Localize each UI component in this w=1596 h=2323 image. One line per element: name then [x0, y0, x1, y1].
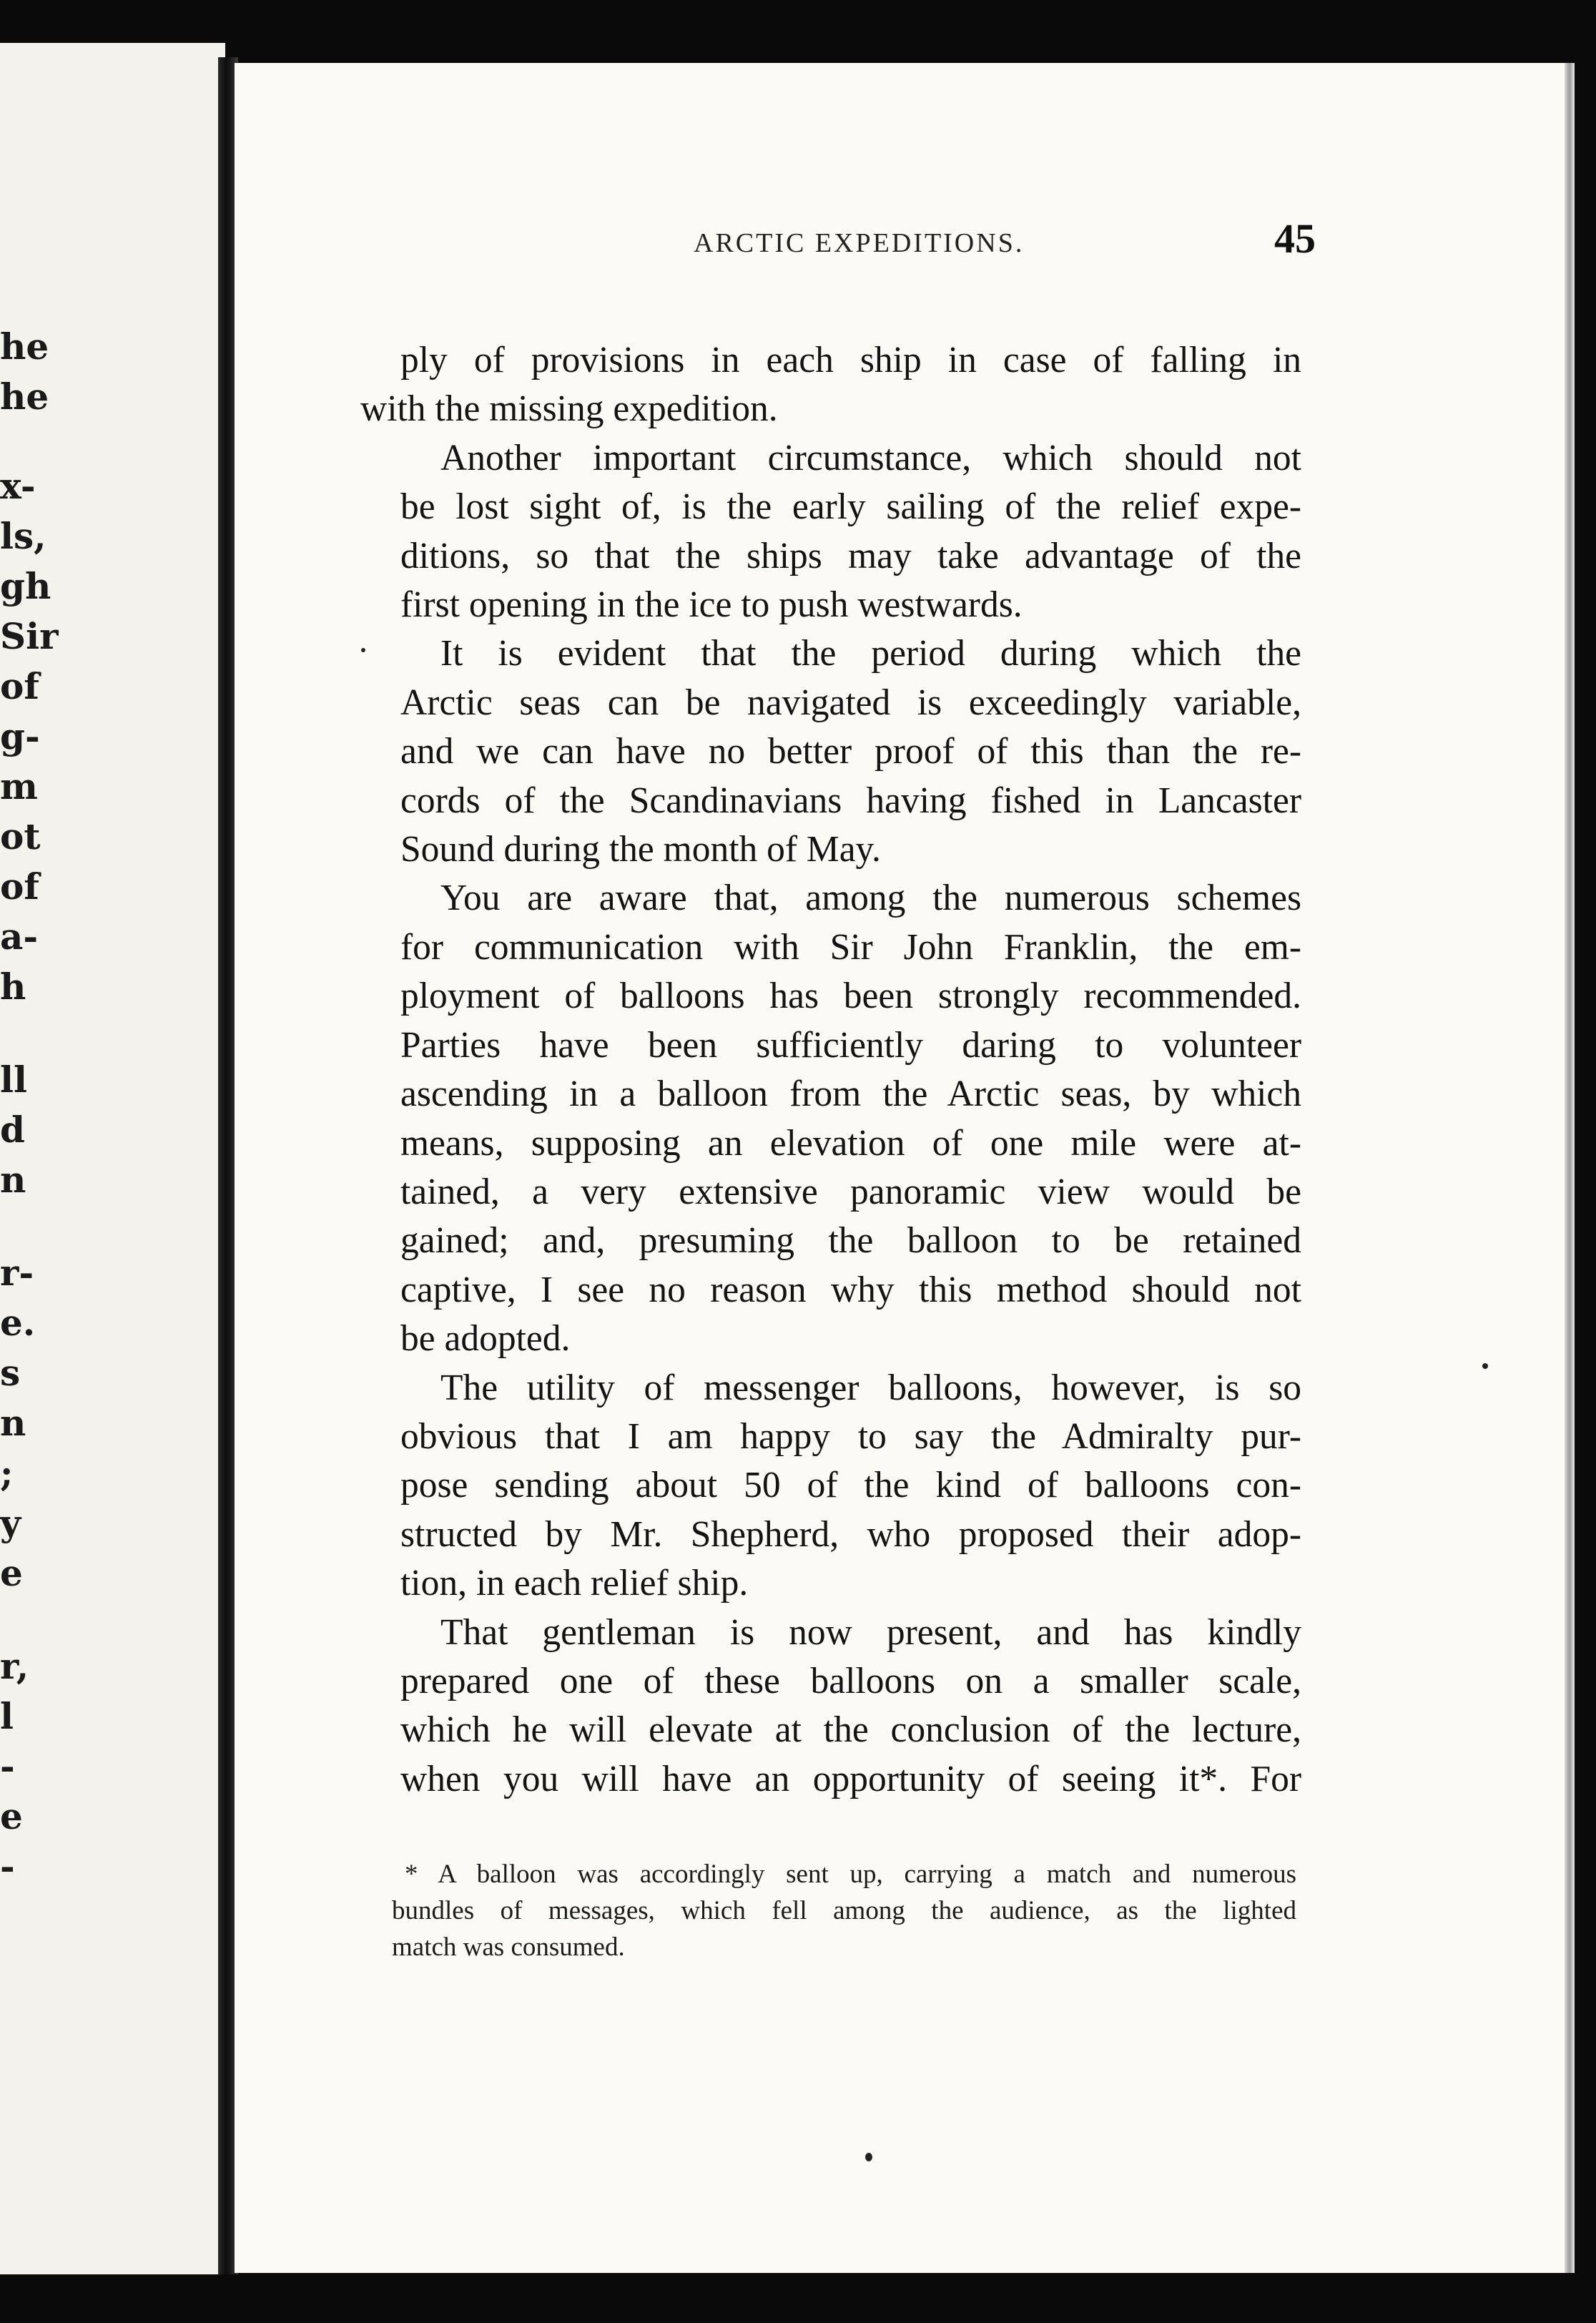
text-line: with the missing expedition.	[360, 388, 778, 430]
previous-page-fragment: e	[0, 1552, 23, 1594]
previous-page-fragment: e.	[0, 1302, 36, 1344]
previous-page-fragment: m	[0, 765, 38, 807]
previous-page-fragment: r,	[0, 1645, 29, 1687]
text-line: means, supposing an elevation of one mile were at-	[400, 1122, 1301, 1164]
text-line: for communication with Sir John Franklin, the em-	[400, 926, 1301, 968]
previous-page-fragment: he	[0, 325, 49, 368]
text-line: and we can have no better proof of this than the re-	[400, 731, 1301, 772]
text-line: be lost sight of, is the early sailing of the relief expe-	[400, 486, 1301, 528]
paragraph	[400, 874, 1301, 1363]
text-line: ployment of balloons has been strongly recommended.	[400, 976, 1301, 1017]
previous-page-fragment: he	[0, 375, 49, 418]
previous-page-fragment: l	[0, 1695, 14, 1737]
previous-page-fragment: h	[0, 966, 26, 1008]
running-title: ARCTIC EXPEDITIONS.	[694, 228, 1025, 258]
text-line: tion, in each relief ship.	[400, 1563, 749, 1604]
body-text	[360, 336, 1301, 1804]
previous-page-fragment: ls,	[0, 515, 46, 557]
text-line: first opening in the ice to push westwards.	[400, 584, 1023, 626]
text-line: captive, I see no reason why this method should not	[400, 1269, 1301, 1310]
text-line: tained, a very extensive panoramic view would be	[400, 1171, 1301, 1212]
text-line: cords of the Scandinavians having fished in Lancaster	[400, 780, 1301, 821]
text-line: Parties have been sufficiently daring to volunteer	[400, 1024, 1301, 1066]
text-line: obvious that I am happy to say the Admiralty pur-	[400, 1415, 1301, 1457]
previous-page-fragment: -	[0, 1845, 15, 1887]
paragraph	[400, 1364, 1301, 1609]
previous-page-fragment: -	[0, 1745, 15, 1787]
footnote	[392, 1856, 1296, 1965]
text-line: ascending in a balloon from the Arctic seas, by which	[400, 1074, 1301, 1115]
previous-page-fragment: of	[0, 865, 39, 908]
previous-page-fragment: n	[0, 1159, 26, 1201]
footnote-line: bundles of messages, which fell among the audience, as the lighted	[392, 1896, 1296, 1925]
previous-page-sliver	[0, 43, 225, 2282]
text-line: which he will elevate at the conclusion of the lecture,	[400, 1709, 1301, 1751]
previous-page-fragment: gh	[0, 565, 51, 607]
paragraph	[360, 336, 1301, 434]
previous-page-fragment: d	[0, 1109, 25, 1151]
previous-page-fragment: s	[0, 1352, 21, 1394]
previous-page-fragment: ll	[0, 1059, 27, 1101]
footnote-line: * A balloon was accordingly sent up, carrying a match and numerous	[405, 1860, 1296, 1889]
previous-page-fragment: a-	[0, 915, 39, 958]
previous-page-fragment: ;	[0, 1452, 14, 1494]
paragraph	[400, 629, 1301, 874]
text-line: gained; and, presuming the balloon to be retained	[400, 1220, 1301, 1262]
text-line: Another important circumstance, which should not	[440, 437, 1301, 478]
previous-page-text-fragments	[0, 43, 225, 2282]
footnote-line: match was consumed.	[392, 1932, 625, 1962]
text-line: Sound during the month of May.	[400, 829, 881, 870]
text-line: be adopted.	[400, 1318, 571, 1360]
previous-page-fragment: r-	[0, 1252, 34, 1294]
page-edge	[1565, 63, 1575, 2273]
previous-page-fragment: ot	[0, 815, 41, 858]
text-line: ditions, so that the ships may take advantage of the	[400, 535, 1301, 576]
text-line: The utility of messenger balloons, however, is so	[440, 1367, 1301, 1408]
previous-page-fragment: x-	[0, 465, 36, 507]
previous-page-fragment: n	[0, 1402, 26, 1444]
text-line: You are aware that, among the numerous schemes	[440, 878, 1301, 919]
scanner-border	[0, 2274, 1596, 2323]
text-line: when you will have an opportunity of seeing it*. For	[400, 1758, 1301, 1799]
page-number: 45	[1274, 215, 1316, 262]
previous-page-fragment: Sir	[0, 615, 59, 657]
text-line: structed by Mr. Shepherd, who proposed their adop-	[400, 1513, 1301, 1555]
paragraph	[400, 1609, 1301, 1804]
previous-page-fragment: y	[0, 1502, 21, 1544]
previous-page-fragment: of	[0, 665, 39, 707]
text-line: That gentleman is now present, and has kindly	[440, 1611, 1301, 1653]
ink-speck	[865, 2153, 872, 2161]
text-line: Arctic seas can be navigated is exceedingly variable,	[400, 682, 1301, 723]
ink-speck	[361, 648, 365, 652]
previous-page-fragment: e	[0, 1795, 23, 1837]
text-line: pose sending about 50 of the kind of balloons con-	[400, 1465, 1301, 1506]
previous-page-fragment: g-	[0, 715, 40, 757]
text-line: prepared one of these balloons on a smaller scale,	[400, 1660, 1301, 1701]
paragraph	[400, 434, 1301, 630]
ink-speck	[1482, 1363, 1488, 1369]
text-line: It is evident that the period during which the	[440, 633, 1301, 674]
running-head	[465, 215, 1316, 272]
text-line: ply of provisions in each ship in case of falling in	[400, 340, 1301, 380]
